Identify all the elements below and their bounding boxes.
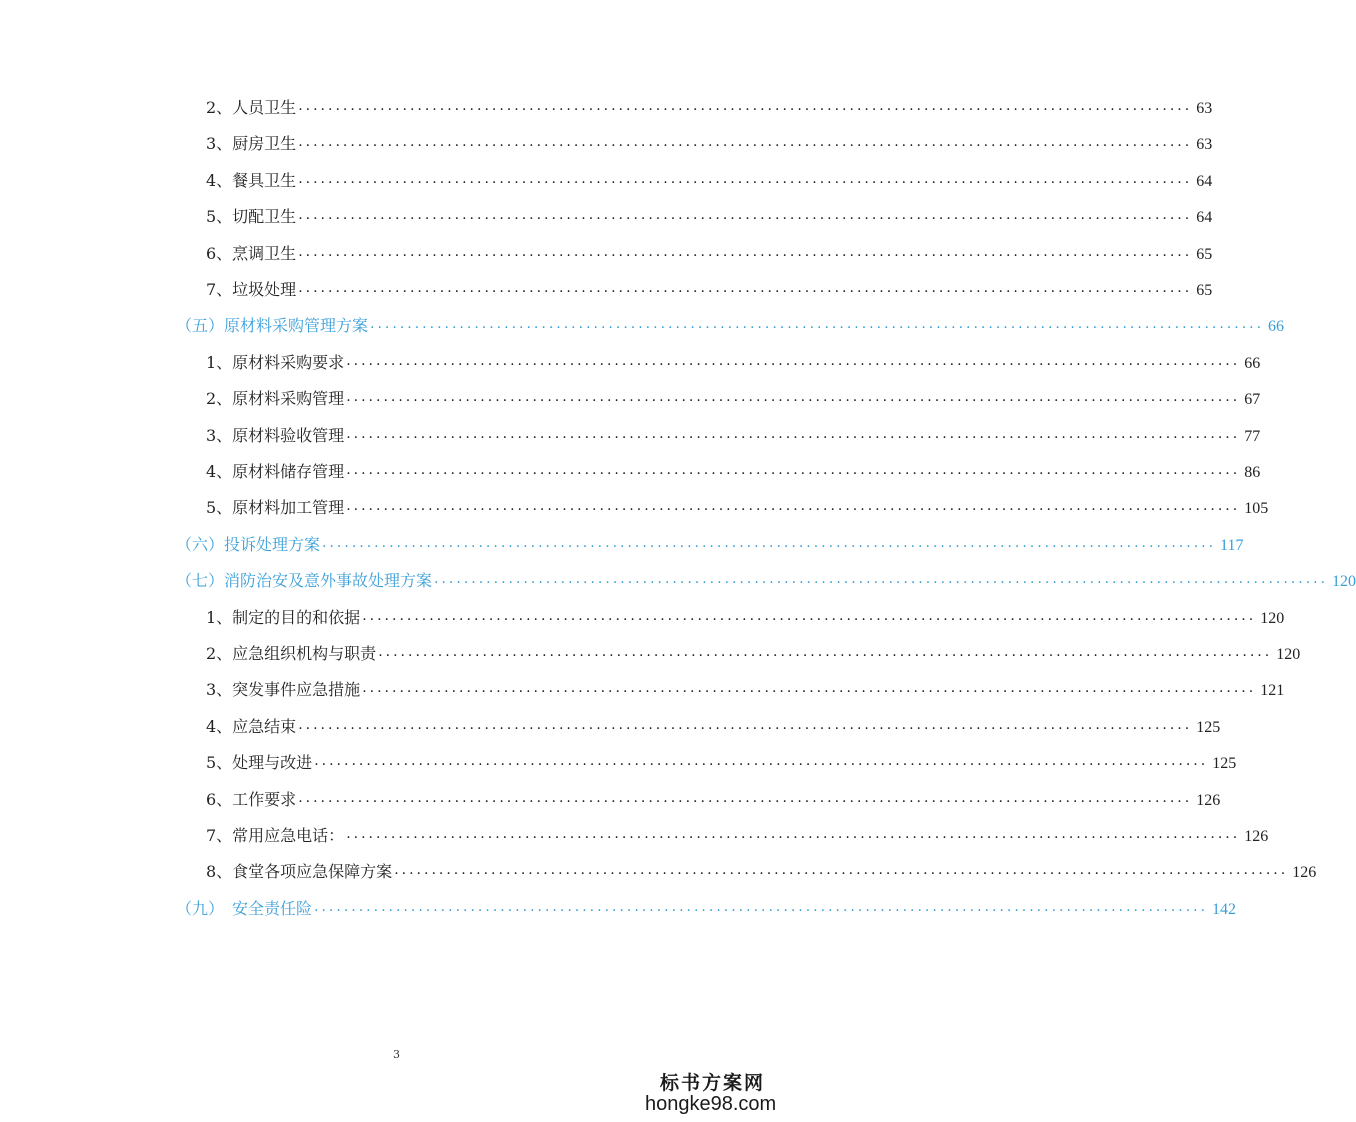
toc-leader-dots: ........................................................................................................................ [298,98,1193,114]
toc-subsection-entry[interactable] [206,240,1213,264]
toc-entry-label: 1、制定的目的和依据 [206,607,361,627]
toc-entry-label: （六）投诉处理方案 [176,534,321,554]
toc-entry-page: 65 [1196,245,1213,263]
toc-leader-dots: ........................................................................................................................ [298,243,1193,260]
toc-entry-page: 120 [1332,573,1356,591]
toc-subsection-entry[interactable] [206,494,1269,518]
toc-entry-label: 6、工作要求 [206,789,297,809]
toc-leader-dots: ........................................................................................................................ [362,680,1257,697]
toc-leader-dots: ........................................................................................................................ [346,462,1241,478]
toc-entry-label: 4、原材料储存管理 [206,462,345,481]
toc-entry-label: 5、原材料加工管理 [206,498,345,518]
toc-entry-label: 8、食堂各项应急保障方案 [206,862,393,882]
toc-entry-label: 2、人员卫生 [206,98,297,117]
toc-entry-label: 4、应急结束 [206,716,297,736]
toc-entry-page: 125 [1212,755,1237,773]
toc-entry-page: 105 [1244,500,1269,518]
toc-entry-label: 6、烹调卫生 [206,243,297,263]
toc-entry-label: 5、处理与改进 [206,753,313,773]
toc-subsection-entry[interactable] [206,167,1213,191]
toc-subsection-entry[interactable] [206,94,1213,118]
toc-subsection-entry[interactable] [206,422,1261,446]
toc-entry-label: （七）消防治安及意外事故处理方案 [176,571,433,591]
toc-entry-page: 120 [1276,646,1301,663]
toc-entry-page: 77 [1244,427,1261,445]
toc-section-entry[interactable] [176,312,1285,336]
toc-leader-dots: ........................................................................................................................ [346,352,1241,369]
toc-entry-page: 64 [1196,209,1213,227]
toc-leader-dots: ........................................................................................................................ [314,898,1209,915]
toc-entry-page: 67 [1244,391,1261,409]
toc-subsection-entry[interactable] [206,458,1261,482]
toc-entry-label: 4、餐具卫生 [206,170,297,190]
toc-leader-dots: ........................................................................................................................ [434,571,1329,588]
toc-entry-label: 1、原材料采购要求 [206,352,345,372]
toc-entry-label: 5、切配卫生 [206,207,297,227]
toc-leader-dots: ........................................................................................................................ [298,716,1193,733]
toc-entry-page: 142 [1212,900,1237,918]
watermark-url: hongke98.com [645,1093,777,1115]
toc-entry-label: 7、垃圾处理 [206,280,297,299]
toc-section-entry[interactable] [176,567,1356,591]
toc-entry-page: 126 [1244,828,1269,845]
toc-entry-label: 2、原材料采购管理 [206,389,345,409]
toc-leader-dots: ........................................................................................................................ [362,607,1257,624]
watermark-title: 标书方案网 [660,1072,766,1094]
toc-entry-page: 63 [1196,100,1213,117]
toc-entry-page: 63 [1196,136,1213,154]
toc-subsection-entry[interactable] [206,385,1261,409]
toc-entry-page: 86 [1244,464,1261,481]
toc-entry-label: 3、突发事件应急措施 [206,680,361,700]
toc-leader-dots: ........................................................................................................................ [298,170,1193,187]
toc-leader-dots: ........................................................................................................................ [346,425,1241,442]
toc-subsection-entry[interactable] [206,349,1261,373]
toc-subsection-entry[interactable] [206,203,1213,227]
toc-entry-label: 3、原材料验收管理 [206,425,345,445]
toc-subsection-entry[interactable] [206,858,1317,882]
toc-leader-dots: ........................................................................................................................ [346,389,1241,406]
toc-entry-label: 2、应急组织机构与职责 [206,644,377,663]
toc-entry-page: 66 [1244,354,1261,372]
toc-subsection-entry[interactable] [206,713,1221,737]
toc-leader-dots: ........................................................................................................................ [394,862,1289,879]
toc-entry-page: 64 [1196,172,1213,190]
toc-entry-page: 117 [1220,536,1244,554]
toc-entry-page: 121 [1260,682,1285,700]
toc-leader-dots: ........................................................................................................................ [346,826,1241,842]
toc-entry-page: 126 [1292,864,1317,882]
toc-leader-dots: ........................................................................................................................ [346,498,1241,515]
toc-leader-dots: ........................................................................................................................ [322,534,1217,551]
toc-section-entry[interactable] [176,531,1244,555]
toc-subsection-entry[interactable] [206,276,1213,300]
toc-leader-dots: ........................................................................................................................ [370,316,1265,333]
toc-subsection-entry[interactable] [206,676,1285,700]
toc-subsection-entry[interactable] [206,822,1269,846]
toc-entry-page: 126 [1196,791,1221,809]
toc-leader-dots: ........................................................................................................................ [298,207,1193,224]
toc-entry-label: （九） 安全责任险 [176,898,313,918]
toc-entry-page: 125 [1196,718,1221,736]
toc-entry-label: 7、常用应急电话： [206,826,345,845]
toc-subsection-entry[interactable] [206,786,1221,810]
toc-entry-page: 66 [1268,318,1285,336]
toc-entry-page: 65 [1196,282,1213,299]
toc-leader-dots: ........................................................................................................................ [314,753,1209,770]
toc-subsection-entry[interactable] [206,640,1301,664]
toc-leader-dots: ........................................................................................................................ [298,134,1193,151]
toc-leader-dots: ........................................................................................................................ [378,644,1273,660]
toc-subsection-entry[interactable] [206,130,1213,154]
toc-subsection-entry[interactable] [206,604,1285,628]
page-number: 3 [393,1048,400,1061]
toc-entry-page: 120 [1260,609,1285,627]
toc-leader-dots: ........................................................................................................................ [298,789,1193,806]
toc-subsection-entry[interactable] [206,749,1237,773]
toc-leader-dots: ........................................................................................................................ [298,280,1193,296]
toc-entry-label: 3、厨房卫生 [206,134,297,154]
toc-section-entry[interactable] [176,895,1237,919]
toc-entry-label: （五）原材料采购管理方案 [176,316,369,336]
